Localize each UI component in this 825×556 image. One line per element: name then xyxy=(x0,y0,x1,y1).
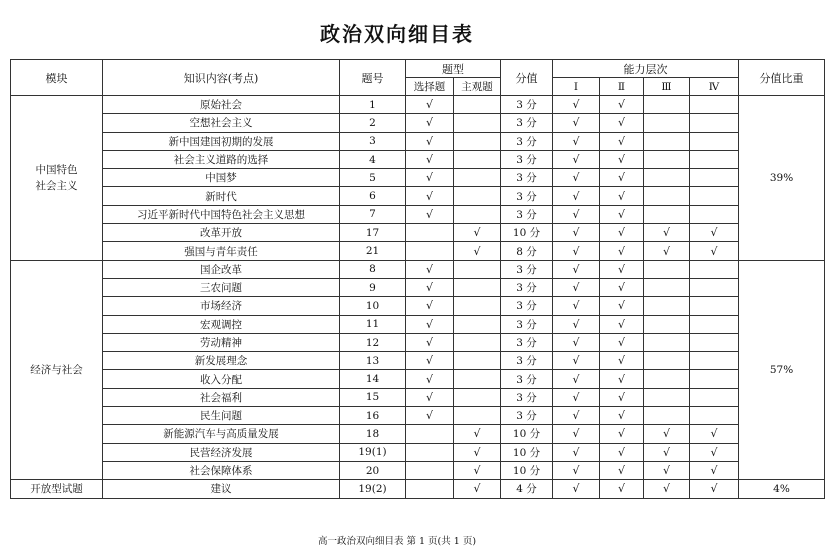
header-type-subjective: 主观题 xyxy=(454,78,501,96)
choice-check-cell xyxy=(406,425,454,443)
choice-check-cell: √ xyxy=(406,260,454,278)
level-4-check-cell xyxy=(690,169,739,187)
subjective-check-cell xyxy=(454,407,501,425)
table-row xyxy=(11,169,825,187)
topic-cell: 三农问题 xyxy=(103,278,340,296)
level-2-check-cell: √ xyxy=(600,461,644,479)
ratio-cell: 39% xyxy=(739,96,825,261)
choice-check-cell xyxy=(406,443,454,461)
table-body xyxy=(11,96,825,499)
level-1-check-cell: √ xyxy=(553,169,600,187)
level-2-check-cell: √ xyxy=(600,352,644,370)
score-cell: 3 分 xyxy=(501,315,553,333)
choice-check-cell: √ xyxy=(406,388,454,406)
topic-cell: 国企改革 xyxy=(103,260,340,278)
topic-cell: 新能源汽车与高质量发展 xyxy=(103,425,340,443)
header-type: 题型 xyxy=(406,60,501,78)
level-1-check-cell: √ xyxy=(553,297,600,315)
subjective-check-cell xyxy=(454,132,501,150)
module-cell: 开放型试题 xyxy=(11,480,103,498)
table-row xyxy=(11,278,825,296)
choice-check-cell xyxy=(406,480,454,498)
score-cell: 3 分 xyxy=(501,278,553,296)
table-row xyxy=(11,242,825,260)
level-1-check-cell: √ xyxy=(553,132,600,150)
level-1-check-cell: √ xyxy=(553,96,600,114)
level-1-check-cell: √ xyxy=(553,315,600,333)
topic-cell: 新时代 xyxy=(103,187,340,205)
level-4-check-cell xyxy=(690,150,739,168)
level-3-check-cell xyxy=(644,260,690,278)
score-cell: 10 分 xyxy=(501,425,553,443)
score-cell: 3 分 xyxy=(501,132,553,150)
number-cell: 18 xyxy=(340,425,406,443)
table-row xyxy=(11,297,825,315)
choice-check-cell: √ xyxy=(406,315,454,333)
number-cell: 9 xyxy=(340,278,406,296)
level-1-check-cell: √ xyxy=(553,242,600,260)
subjective-check-cell xyxy=(454,352,501,370)
level-2-check-cell: √ xyxy=(600,242,644,260)
table-row xyxy=(11,96,825,114)
topic-cell: 改革开放 xyxy=(103,224,340,242)
level-4-check-cell: √ xyxy=(690,242,739,260)
level-4-check-cell: √ xyxy=(690,461,739,479)
subjective-check-cell xyxy=(454,169,501,187)
level-3-check-cell xyxy=(644,315,690,333)
choice-check-cell xyxy=(406,461,454,479)
level-1-check-cell: √ xyxy=(553,425,600,443)
level-4-check-cell xyxy=(690,260,739,278)
number-cell: 16 xyxy=(340,407,406,425)
subjective-check-cell xyxy=(454,370,501,388)
level-4-check-cell: √ xyxy=(690,480,739,498)
level-2-check-cell: √ xyxy=(600,297,644,315)
table-row xyxy=(11,333,825,351)
header-ratio: 分值比重 xyxy=(739,60,825,96)
level-2-check-cell: √ xyxy=(600,388,644,406)
level-3-check-cell xyxy=(644,388,690,406)
number-cell: 19(2) xyxy=(340,480,406,498)
level-2-check-cell: √ xyxy=(600,169,644,187)
number-cell: 11 xyxy=(340,315,406,333)
subjective-check-cell xyxy=(454,96,501,114)
topic-cell: 新中国建国初期的发展 xyxy=(103,132,340,150)
header-level-4: Ⅳ xyxy=(690,78,739,96)
level-2-check-cell: √ xyxy=(600,315,644,333)
topic-cell: 建议 xyxy=(103,480,340,498)
score-cell: 3 分 xyxy=(501,333,553,351)
score-cell: 3 分 xyxy=(501,260,553,278)
level-1-check-cell: √ xyxy=(553,388,600,406)
level-2-check-cell: √ xyxy=(600,425,644,443)
score-cell: 3 分 xyxy=(501,205,553,223)
choice-check-cell: √ xyxy=(406,114,454,132)
number-cell: 12 xyxy=(340,333,406,351)
header-level-3: Ⅲ xyxy=(644,78,690,96)
score-cell: 10 分 xyxy=(501,461,553,479)
level-4-check-cell xyxy=(690,96,739,114)
level-2-check-cell: √ xyxy=(600,333,644,351)
level-4-check-cell xyxy=(690,315,739,333)
header-number: 题号 xyxy=(340,60,406,96)
topic-cell: 市场经济 xyxy=(103,297,340,315)
topic-cell: 习近平新时代中国特色社会主义思想 xyxy=(103,205,340,223)
level-4-check-cell xyxy=(690,278,739,296)
level-3-check-cell xyxy=(644,205,690,223)
subjective-check-cell xyxy=(454,150,501,168)
score-cell: 3 分 xyxy=(501,352,553,370)
level-2-check-cell: √ xyxy=(600,443,644,461)
number-cell: 7 xyxy=(340,205,406,223)
number-cell: 21 xyxy=(340,242,406,260)
level-4-check-cell: √ xyxy=(690,443,739,461)
subjective-check-cell: √ xyxy=(454,224,501,242)
level-3-check-cell: √ xyxy=(644,224,690,242)
level-4-check-cell xyxy=(690,132,739,150)
ratio-cell: 4% xyxy=(739,480,825,498)
level-1-check-cell: √ xyxy=(553,224,600,242)
level-4-check-cell xyxy=(690,297,739,315)
subjective-check-cell: √ xyxy=(454,461,501,479)
choice-check-cell: √ xyxy=(406,370,454,388)
table-row xyxy=(11,150,825,168)
table-row xyxy=(11,205,825,223)
detail-table xyxy=(10,59,825,499)
level-4-check-cell xyxy=(690,205,739,223)
number-cell: 3 xyxy=(340,132,406,150)
table-row xyxy=(11,461,825,479)
score-cell: 3 分 xyxy=(501,150,553,168)
score-cell: 3 分 xyxy=(501,370,553,388)
score-cell: 3 分 xyxy=(501,297,553,315)
level-1-check-cell: √ xyxy=(553,187,600,205)
table-row xyxy=(11,187,825,205)
level-3-check-cell xyxy=(644,352,690,370)
level-3-check-cell: √ xyxy=(644,461,690,479)
choice-check-cell xyxy=(406,242,454,260)
level-4-check-cell xyxy=(690,388,739,406)
level-3-check-cell: √ xyxy=(644,480,690,498)
level-1-check-cell: √ xyxy=(553,333,600,351)
module-cell: 经济与社会 xyxy=(11,260,103,480)
subjective-check-cell: √ xyxy=(454,443,501,461)
choice-check-cell: √ xyxy=(406,132,454,150)
subjective-check-cell xyxy=(454,388,501,406)
level-1-check-cell: √ xyxy=(553,443,600,461)
table-row xyxy=(11,315,825,333)
choice-check-cell: √ xyxy=(406,333,454,351)
table-row xyxy=(11,425,825,443)
topic-cell: 劳动精神 xyxy=(103,333,340,351)
level-1-check-cell: √ xyxy=(553,407,600,425)
topic-cell: 强国与青年责任 xyxy=(103,242,340,260)
score-cell: 3 分 xyxy=(501,96,553,114)
choice-check-cell: √ xyxy=(406,297,454,315)
level-2-check-cell: √ xyxy=(600,260,644,278)
level-1-check-cell: √ xyxy=(553,352,600,370)
table-row xyxy=(11,132,825,150)
number-cell: 1 xyxy=(340,96,406,114)
score-cell: 3 分 xyxy=(501,407,553,425)
page-title: 政治双向细目表 xyxy=(320,22,474,46)
level-2-check-cell: √ xyxy=(600,205,644,223)
subjective-check-cell xyxy=(454,114,501,132)
choice-check-cell: √ xyxy=(406,187,454,205)
choice-check-cell: √ xyxy=(406,169,454,187)
score-cell: 10 分 xyxy=(501,443,553,461)
level-3-check-cell xyxy=(644,96,690,114)
score-cell: 3 分 xyxy=(501,169,553,187)
header-score: 分值 xyxy=(501,60,553,96)
topic-cell: 新发展理念 xyxy=(103,352,340,370)
header-level-1: Ⅰ xyxy=(553,78,600,96)
table-row xyxy=(11,352,825,370)
level-3-check-cell xyxy=(644,407,690,425)
level-2-check-cell: √ xyxy=(600,187,644,205)
level-1-check-cell: √ xyxy=(553,205,600,223)
level-1-check-cell: √ xyxy=(553,461,600,479)
level-3-check-cell: √ xyxy=(644,443,690,461)
level-4-check-cell: √ xyxy=(690,224,739,242)
level-3-check-cell xyxy=(644,187,690,205)
header-module: 模块 xyxy=(11,60,103,96)
number-cell: 13 xyxy=(340,352,406,370)
level-4-check-cell xyxy=(690,114,739,132)
level-3-check-cell xyxy=(644,370,690,388)
topic-cell: 社会主义道路的选择 xyxy=(103,150,340,168)
number-cell: 6 xyxy=(340,187,406,205)
header-knowledge: 知识内容(考点) xyxy=(103,60,340,96)
choice-check-cell: √ xyxy=(406,352,454,370)
choice-check-cell: √ xyxy=(406,150,454,168)
level-2-check-cell: √ xyxy=(600,407,644,425)
subjective-check-cell: √ xyxy=(454,480,501,498)
number-cell: 5 xyxy=(340,169,406,187)
number-cell: 15 xyxy=(340,388,406,406)
level-4-check-cell xyxy=(690,370,739,388)
level-3-check-cell: √ xyxy=(644,242,690,260)
header-ability: 能力层次 xyxy=(553,60,739,78)
level-1-check-cell: √ xyxy=(553,114,600,132)
level-4-check-cell xyxy=(690,187,739,205)
topic-cell: 社会福利 xyxy=(103,388,340,406)
number-cell: 4 xyxy=(340,150,406,168)
subjective-check-cell xyxy=(454,205,501,223)
subjective-check-cell xyxy=(454,187,501,205)
level-2-check-cell: √ xyxy=(600,370,644,388)
table-row xyxy=(11,370,825,388)
header-level-2: Ⅱ xyxy=(600,78,644,96)
score-cell: 3 分 xyxy=(501,388,553,406)
level-4-check-cell: √ xyxy=(690,425,739,443)
subjective-check-cell xyxy=(454,260,501,278)
level-2-check-cell: √ xyxy=(600,480,644,498)
subjective-check-cell: √ xyxy=(454,242,501,260)
level-1-check-cell: √ xyxy=(553,150,600,168)
topic-cell: 中国梦 xyxy=(103,169,340,187)
number-cell: 17 xyxy=(340,224,406,242)
number-cell: 10 xyxy=(340,297,406,315)
level-3-check-cell xyxy=(644,169,690,187)
subjective-check-cell: √ xyxy=(454,425,501,443)
score-cell: 8 分 xyxy=(501,242,553,260)
level-3-check-cell xyxy=(644,132,690,150)
score-cell: 3 分 xyxy=(501,187,553,205)
table-row xyxy=(11,407,825,425)
topic-cell: 民生问题 xyxy=(103,407,340,425)
level-2-check-cell: √ xyxy=(600,150,644,168)
module-cell: 中国特色 社会主义 xyxy=(11,96,103,261)
choice-check-cell: √ xyxy=(406,278,454,296)
subjective-check-cell xyxy=(454,333,501,351)
level-1-check-cell: √ xyxy=(553,260,600,278)
score-cell: 10 分 xyxy=(501,224,553,242)
level-3-check-cell xyxy=(644,333,690,351)
level-2-check-cell: √ xyxy=(600,114,644,132)
topic-cell: 宏观调控 xyxy=(103,315,340,333)
table-row xyxy=(11,260,825,278)
score-cell: 4 分 xyxy=(501,480,553,498)
topic-cell: 民营经济发展 xyxy=(103,443,340,461)
level-2-check-cell: √ xyxy=(600,132,644,150)
number-cell: 2 xyxy=(340,114,406,132)
subjective-check-cell xyxy=(454,278,501,296)
level-2-check-cell: √ xyxy=(600,224,644,242)
level-1-check-cell: √ xyxy=(553,370,600,388)
level-3-check-cell xyxy=(644,150,690,168)
header-type-choice: 选择题 xyxy=(406,78,454,96)
table-row xyxy=(11,388,825,406)
table-row xyxy=(11,443,825,461)
score-cell: 3 分 xyxy=(501,114,553,132)
ratio-cell: 57% xyxy=(739,260,825,480)
subjective-check-cell xyxy=(454,315,501,333)
number-cell: 19(1) xyxy=(340,443,406,461)
number-cell: 20 xyxy=(340,461,406,479)
level-2-check-cell: √ xyxy=(600,96,644,114)
level-1-check-cell: √ xyxy=(553,480,600,498)
level-3-check-cell xyxy=(644,297,690,315)
topic-cell: 原始社会 xyxy=(103,96,340,114)
level-1-check-cell: √ xyxy=(553,278,600,296)
choice-check-cell: √ xyxy=(406,205,454,223)
level-2-check-cell: √ xyxy=(600,278,644,296)
topic-cell: 社会保障体系 xyxy=(103,461,340,479)
level-4-check-cell xyxy=(690,407,739,425)
level-3-check-cell xyxy=(644,278,690,296)
choice-check-cell xyxy=(406,224,454,242)
level-3-check-cell xyxy=(644,114,690,132)
topic-cell: 空想社会主义 xyxy=(103,114,340,132)
table-row xyxy=(11,114,825,132)
table-row xyxy=(11,480,825,498)
subjective-check-cell xyxy=(454,297,501,315)
topic-cell: 收入分配 xyxy=(103,370,340,388)
level-3-check-cell: √ xyxy=(644,425,690,443)
level-4-check-cell xyxy=(690,333,739,351)
level-4-check-cell xyxy=(690,352,739,370)
choice-check-cell: √ xyxy=(406,407,454,425)
table-row xyxy=(11,224,825,242)
number-cell: 8 xyxy=(340,260,406,278)
choice-check-cell: √ xyxy=(406,96,454,114)
number-cell: 14 xyxy=(340,370,406,388)
page-footer: 高一政治双向细目表 第 1 页(共 1 页) xyxy=(317,536,477,547)
